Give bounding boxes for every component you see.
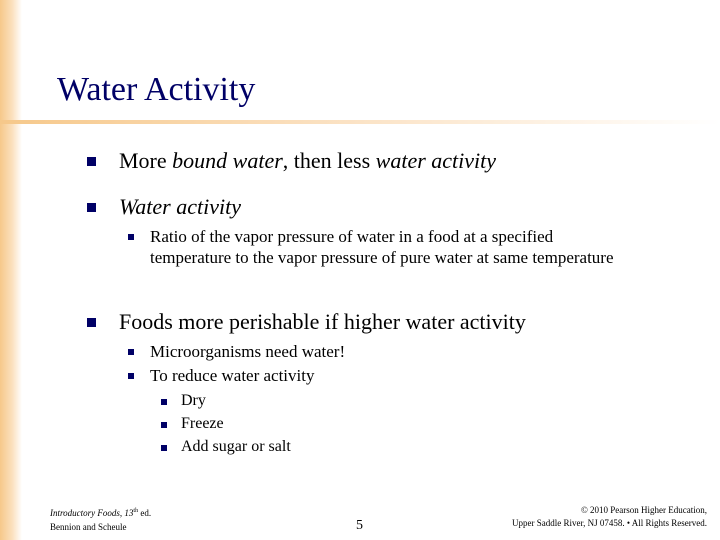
subbullet-ratio-definition — [150, 226, 630, 268]
bullet-foods-perishable — [119, 309, 526, 335]
square-bullet-icon — [87, 318, 96, 327]
subsubbullet-add-sugar-or-salt — [181, 437, 291, 457]
bullet-text-em2: water activity — [375, 148, 497, 173]
page-number: 5 — [356, 518, 363, 533]
square-bullet-icon — [87, 157, 96, 166]
subsubbullet-text: Dry — [181, 392, 206, 409]
bullet-text-pre: More — [119, 148, 173, 173]
bullet-text-mid: , then less — [282, 148, 376, 173]
square-bullet-icon — [128, 373, 134, 379]
square-bullet-icon — [128, 349, 134, 355]
footer-copyright — [512, 504, 707, 530]
subbullet-microorganisms — [150, 341, 345, 362]
footer-copyright-line2: Upper Saddle River, NJ 07458. • All Rights Reserved. — [511, 518, 707, 528]
footer-authors: Bennion and Scheule — [50, 522, 127, 532]
square-bullet-icon — [87, 203, 96, 212]
footer-copyright-line1: © 2010 Pearson Higher Education, — [580, 505, 707, 515]
subsubbullet-text: Freeze — [181, 415, 224, 432]
subsubbullet-dry — [181, 391, 206, 411]
bullet-bound-water — [119, 148, 496, 174]
bullet-water-activity — [119, 194, 241, 220]
decorative-side-bar — [0, 0, 22, 540]
subsubbullet-text: Add sugar or salt — [181, 438, 291, 455]
footer-book-title: Introductory Foods, 13th ed. — [50, 508, 152, 518]
subbullet-reduce-water-activity — [150, 365, 314, 386]
slide-title: Water Activity — [57, 71, 256, 108]
bullet-text-em1: bound water — [172, 148, 283, 173]
square-bullet-icon — [161, 399, 167, 405]
subbullet-text: To reduce water activity — [150, 366, 315, 385]
bullet-text: Foods more perishable if higher water activity — [119, 309, 526, 334]
square-bullet-icon — [128, 234, 134, 240]
square-bullet-icon — [161, 422, 167, 428]
subbullet-text: Ratio of the vapor pressure of water in a food at a specified temperature to the vapor pressure of pure water at same temperature — [150, 227, 614, 267]
subsubbullet-freeze — [181, 414, 224, 434]
title-underline-rule — [0, 120, 720, 124]
bullet-text: Water activity — [119, 194, 241, 219]
square-bullet-icon — [161, 445, 167, 451]
footer-book-citation — [50, 504, 151, 534]
subbullet-text: Microorganisms need water! — [150, 342, 346, 361]
